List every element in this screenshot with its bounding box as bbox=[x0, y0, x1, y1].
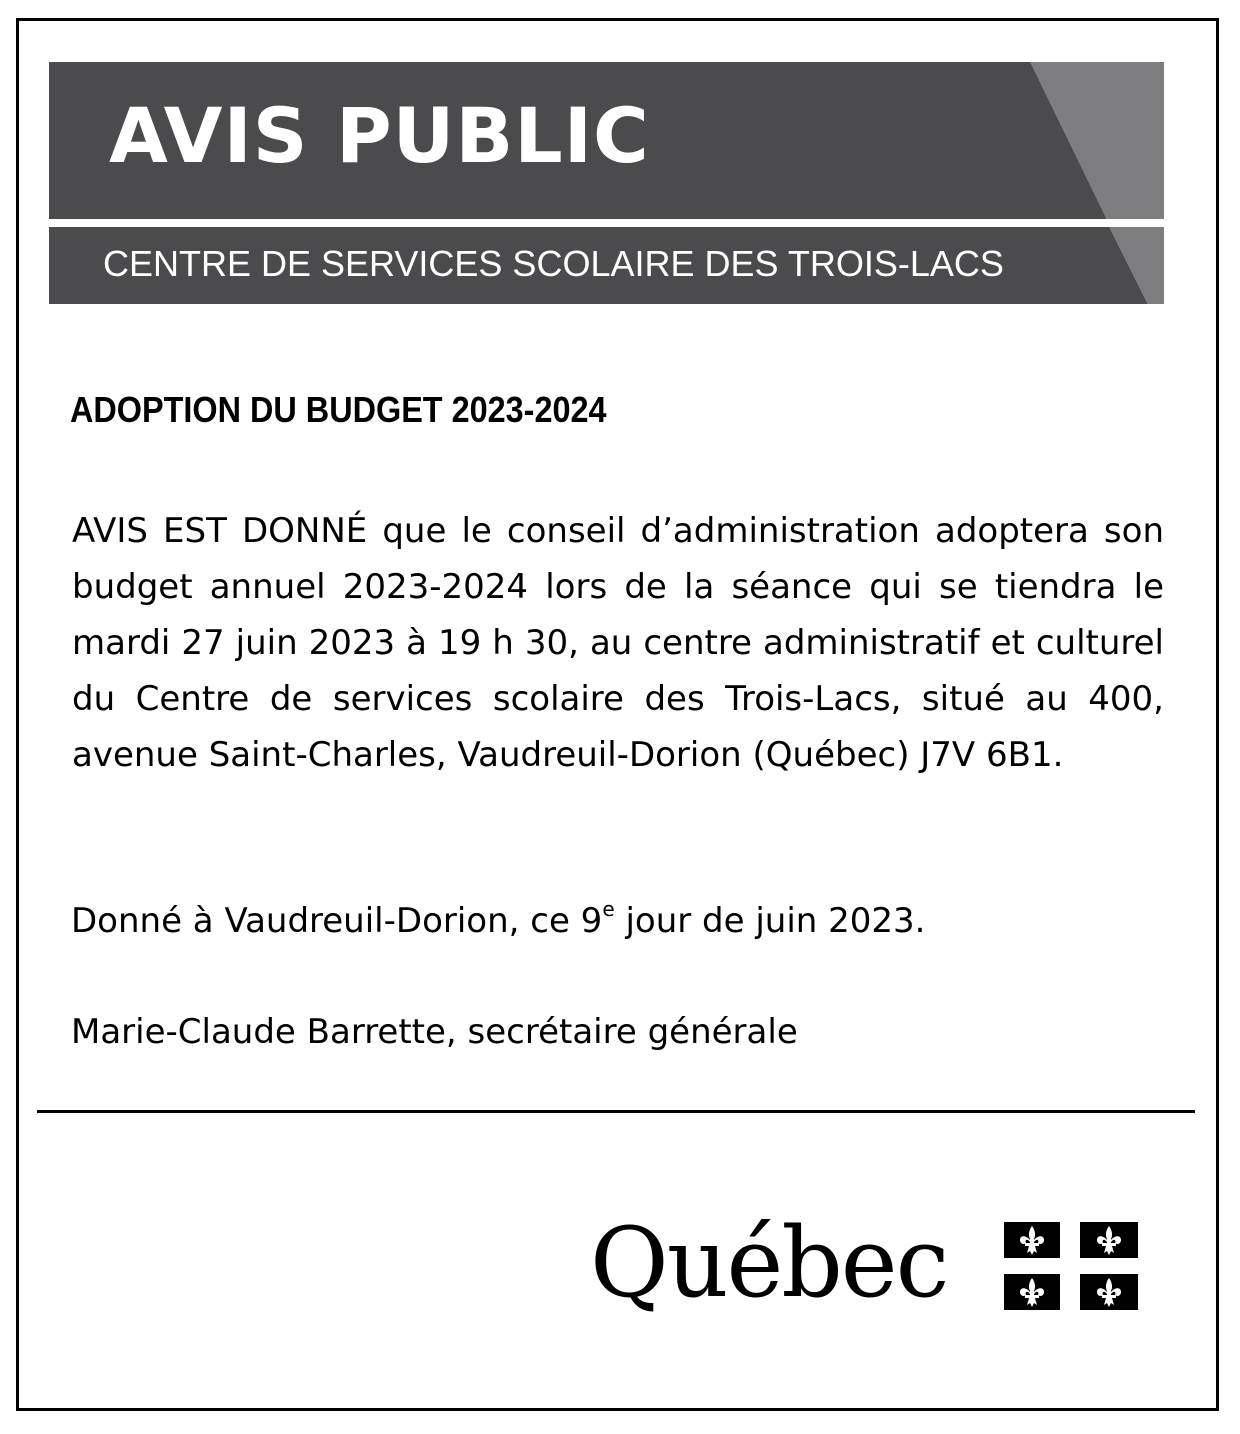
page-title: AVIS PUBLIC bbox=[109, 91, 650, 180]
quebec-flag-icon bbox=[1004, 1222, 1138, 1310]
notice-heading: ADOPTION DU BUDGET 2023-2024 bbox=[70, 389, 607, 430]
ordinal-superscript: e bbox=[602, 897, 615, 921]
organization-name: CENTRE DE SERVICES SCOLAIRE DES TROIS-LACS bbox=[103, 243, 1004, 284]
banner-stripe bbox=[1030, 62, 1164, 219]
logo-wordmark: Québec bbox=[590, 1207, 948, 1319]
banner-stripe bbox=[1109, 227, 1164, 304]
notice-body: AVIS EST DONNÉ que le conseil d’administration adoptera son budget annuel 2023-2024 lors de la séance qui se tiendra le mardi 27 juin 2023 à 19 h 30, au centre administratif et culturel du Centre de services scolaire des Trois-Lacs, situé au 400, avenue Saint-Charles, Vaudreuil-Dorion (Québec) J7V 6B1. bbox=[72, 511, 1164, 775]
organization-banner bbox=[49, 227, 1164, 304]
given-suffix: jour de juin 2023. bbox=[614, 901, 926, 941]
signature-line: Marie-Claude Barrette, secrétaire générale bbox=[71, 1012, 798, 1052]
divider bbox=[37, 1110, 1195, 1113]
given-date-line bbox=[71, 893, 925, 953]
quebec-logo bbox=[590, 1207, 1150, 1345]
given-prefix: Donné à Vaudreuil-Dorion, ce 9 bbox=[71, 901, 603, 941]
title-banner bbox=[49, 62, 1164, 219]
